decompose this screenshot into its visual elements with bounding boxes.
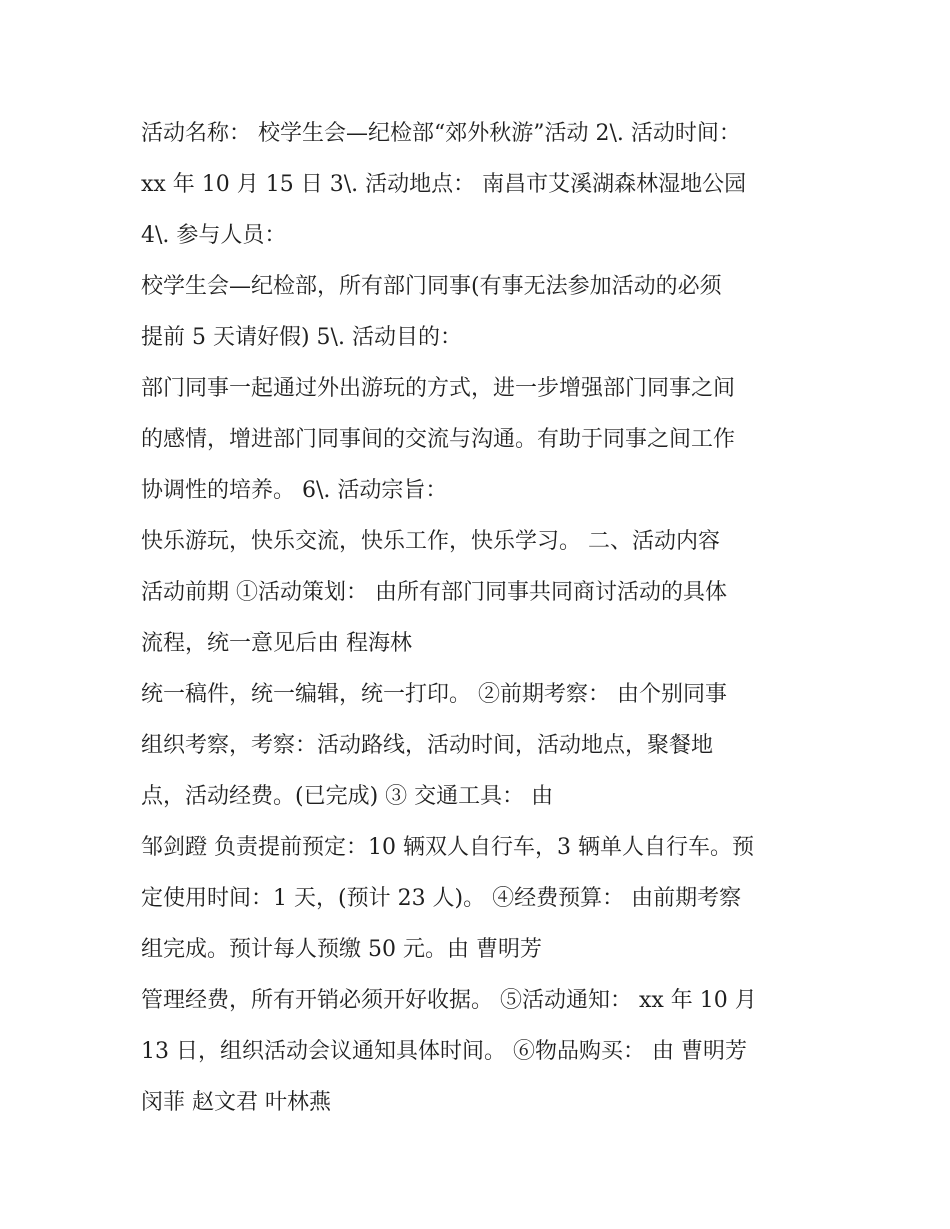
text-line: 4\. 参与人员： bbox=[141, 223, 287, 248]
text-line: xx 年 10 月 15 日 3\. 活动地点： 南昌市艾溪湖森林湿地公园 bbox=[141, 172, 747, 197]
text-line: 闵菲 赵文君 叶林燕 bbox=[141, 1090, 331, 1115]
text-line: 活动名称： 校学生会—纪检部“郊外秋游”活动 2\. 活动时间： bbox=[141, 121, 741, 146]
text-line: 统一稿件，统一编辑，统一打印。 ②前期考察： 由个别同事 bbox=[141, 682, 727, 707]
text-line: 提前 5 天请好假) 5\. 活动目的： bbox=[141, 325, 462, 350]
text-line: 邹剑蹬 负责提前预定：10 辆双人自行车，3 辆单人自行车。预 bbox=[141, 835, 754, 860]
text-line: 管理经费，所有开销必须开好收据。 ⑤活动通知： xx 年 10 月 bbox=[141, 988, 757, 1013]
text-line: 13 日，组织活动会议通知具体时间。 ⑥物品购买： 由 曹明芳 bbox=[141, 1039, 747, 1064]
text-line: 组织考察，考察：活动路线，活动时间，活动地点，聚餐地 bbox=[141, 733, 714, 758]
text-line: 定使用时间：1 天，(预计 23 人)。 ④经费预算： 由前期考察 bbox=[141, 886, 742, 911]
text-line: 快乐游玩，快乐交流，快乐工作，快乐学习。 二、活动内容 bbox=[141, 529, 720, 554]
text-line: 活动前期 ①活动策划： 由所有部门同事共同商讨活动的具体 bbox=[141, 580, 727, 605]
text-line: 点，活动经费。(已完成) ③ 交通工具： 由 bbox=[141, 784, 554, 809]
text-line: 校学生会—纪检部，所有部门同事(有事无法参加活动的必须 bbox=[141, 274, 722, 299]
text-line: 流程，统一意见后由 程海林 bbox=[141, 631, 412, 656]
text-line: 协调性的培养。 6\. 活动宗旨： bbox=[141, 478, 448, 503]
document-body bbox=[141, 108, 841, 1128]
text-line: 的感情，增进部门同事间的交流与沟通。有助于同事之间工作 bbox=[141, 427, 736, 452]
text-line: 部门同事一起通过外出游玩的方式，进一步增强部门同事之间 bbox=[141, 376, 736, 401]
text-line: 组完成。预计每人预缴 50 元。由 曹明芳 bbox=[141, 937, 542, 962]
